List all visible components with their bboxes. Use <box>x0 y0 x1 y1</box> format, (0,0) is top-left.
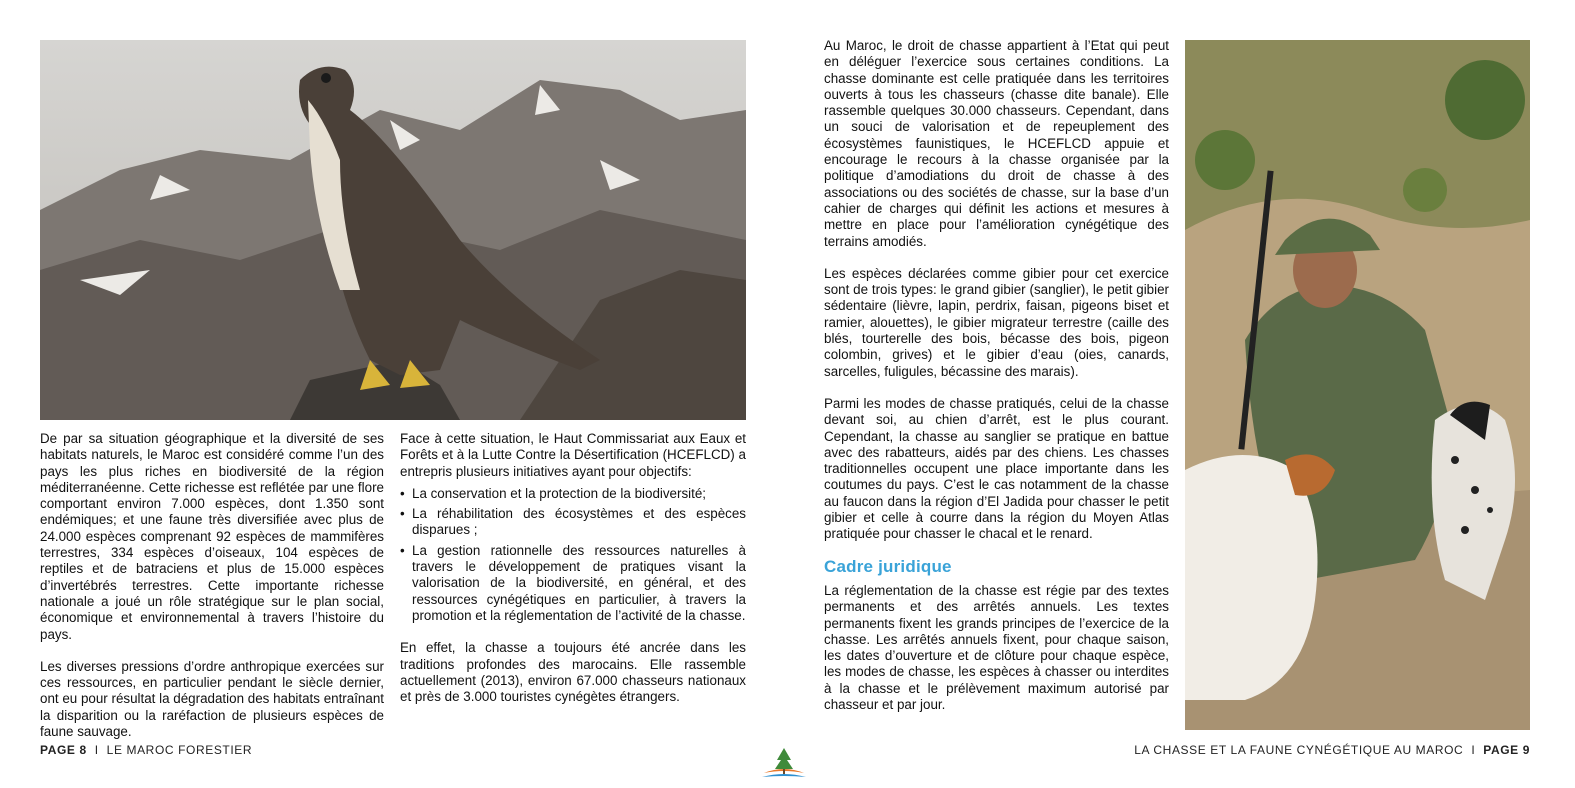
footer-right <box>1134 743 1530 757</box>
paragraph-pressions: Les diverses pressions d’ordre anthropique exercées sur ces ressources, en particulier pendant le siècle dernier, ont eu pour résultat la dégradation des habitats entraînant la disparition ou la raréfaction de plusieurs espèces de faune sauvage. <box>40 658 384 740</box>
footer-separator: I <box>1471 743 1476 757</box>
paragraph-hceflcd-intro: Face à cette situation, le Haut Commissariat aux Eaux et Forêts et à la Lutte Contre la Désertification (HCEFLCD) a entrepris plusieurs initiatives ayant pour objectifs: <box>400 431 746 479</box>
paragraph-especes-gibier: Les espèces déclarées comme gibier pour cet exercice sont de trois types: le grand gibier (sanglier), le petit gibier sédentaire (lièvre, lapin, perdrix, faisan, pigeons biset et ramier, alouettes), le gibier migrateur terrestre (caille des blés, tourterelle des bois, bécasse des bois, pigeon colombin, grives) et le gibier d’eau (oies, canards, sarcelles, fuligules, bécassine des marais). <box>824 265 1169 379</box>
paragraph-biodiversity: De par sa situation géographique et la diversité de ses habitats naturels, le Maroc est considéré comme l’un des pays les plus riches en biodiversité de la région méditerranéenne. Cette richesse est reflétée par une flore comportant environ 7.000 espèces, dont 1.350 sont endémiques; et une faune très diversifiée avec plus de 24.000 espèces comprenant 92 espèces de mammifères terrestres, 334 espèces d’oiseaux, 104 espèces de reptiles et de batraciens et plus de 15.000 espèces d’invertébrés terrestres. Cette importante richesse nationale a joué un rôle stratégique sur le plan social, économique et environnemental à travers l’histoire du pays. <box>40 431 384 642</box>
left-column-1 <box>40 431 384 756</box>
paragraph-droit-de-chasse: Au Maroc, le droit de chasse appartient à l’Etat qui peut en déléguer l’exercice sous certaines conditions. La chasse dominante est celle pratiquée dans les territoires ouverts à tous les chasseurs (chasse dite banale). Elle rassemble quelques 30.000 chasseurs. Cependant, dans un souci de valorisation et de repeuplement des écosystèmes faunistiques, le HCEFLCD appuie et encourage le recours à la chasse organisée par la politique d’amodiations du droit de chasse à des associations ou des sociétés de chasse, sur la base d’un cahier de charges qui définit les actions et mesures à mettre en place pour l’amélioration cynégétique des terrains amodiés. <box>824 38 1169 249</box>
forest-logo-icon <box>760 746 808 782</box>
page-number-left: PAGE 8 <box>40 743 87 757</box>
footer-left <box>40 743 252 757</box>
footer-separator: I <box>94 743 99 757</box>
list-item: • La conservation et la protection de la biodiversité; <box>400 486 746 502</box>
footer-title-right: LA CHASSE ET LA FAUNE CYNÉGÉTIQUE AU MAROC <box>1134 743 1464 757</box>
list-item: • La réhabilitation des écosystèmes et des espèces disparues ; <box>400 506 746 539</box>
objectives-list <box>400 486 746 624</box>
right-column <box>824 38 1169 729</box>
page-number-right: PAGE 9 <box>1483 743 1530 757</box>
left-column-2 <box>400 431 746 721</box>
hunter-with-dogs-photo <box>1185 40 1530 730</box>
section-heading-cadre-juridique: Cadre juridique <box>824 556 952 576</box>
falcon-photo <box>40 40 746 420</box>
paragraph-chasse-traditions: En effet, la chasse a toujours été ancrée dans les traditions profondes des marocains. Elle rassemble actuellement (2013), environ 67.000 chasseurs nationaux et près de 3.000 touristes cynégètes étrangers. <box>400 640 746 705</box>
footer-title-left: LE MAROC FORESTIER <box>106 743 253 757</box>
list-item: • La gestion rationnelle des ressources naturelles à travers le développement de pratiques visant la valorisation de la biodiversité, en général, et des ressources cynégétiques en particulier, à travers la promotion et la réglementation de l’activité de la chasse. <box>400 543 746 624</box>
paragraph-reglementation: La réglementation de la chasse est régie par des textes permanents et des arrêtés annuels. Les textes permanents fixent les grands principes de l’exercice de la chasse. Les arrêtés annuels fixent, pour chaque saison, les dates d’ouverture et de clôture pour chaque espèce, les modes de chasse, les espèces à chasser ou interdites à la chasse et le prélèvement maximum autorisé par chasseur et par jour. <box>824 582 1169 712</box>
paragraph-modes-de-chasse: Parmi les modes de chasse pratiqués, celui de la chasse devant soi, au chien d’arrêt, est le plus courant. Cependant, la chasse au sanglier se pratique en battue avec des rabatteurs, aidés par des chiens. Les chasses traditionnelles occupent une place importante dans les coutumes du pays. C’est le cas notamment de la chasse au faucon dans la région d’El Jadida pour chasser le petit gibier et celle à courre dans la région du Moyen Atlas pratiquée pour chasser le chacal et le renard. <box>824 395 1169 542</box>
